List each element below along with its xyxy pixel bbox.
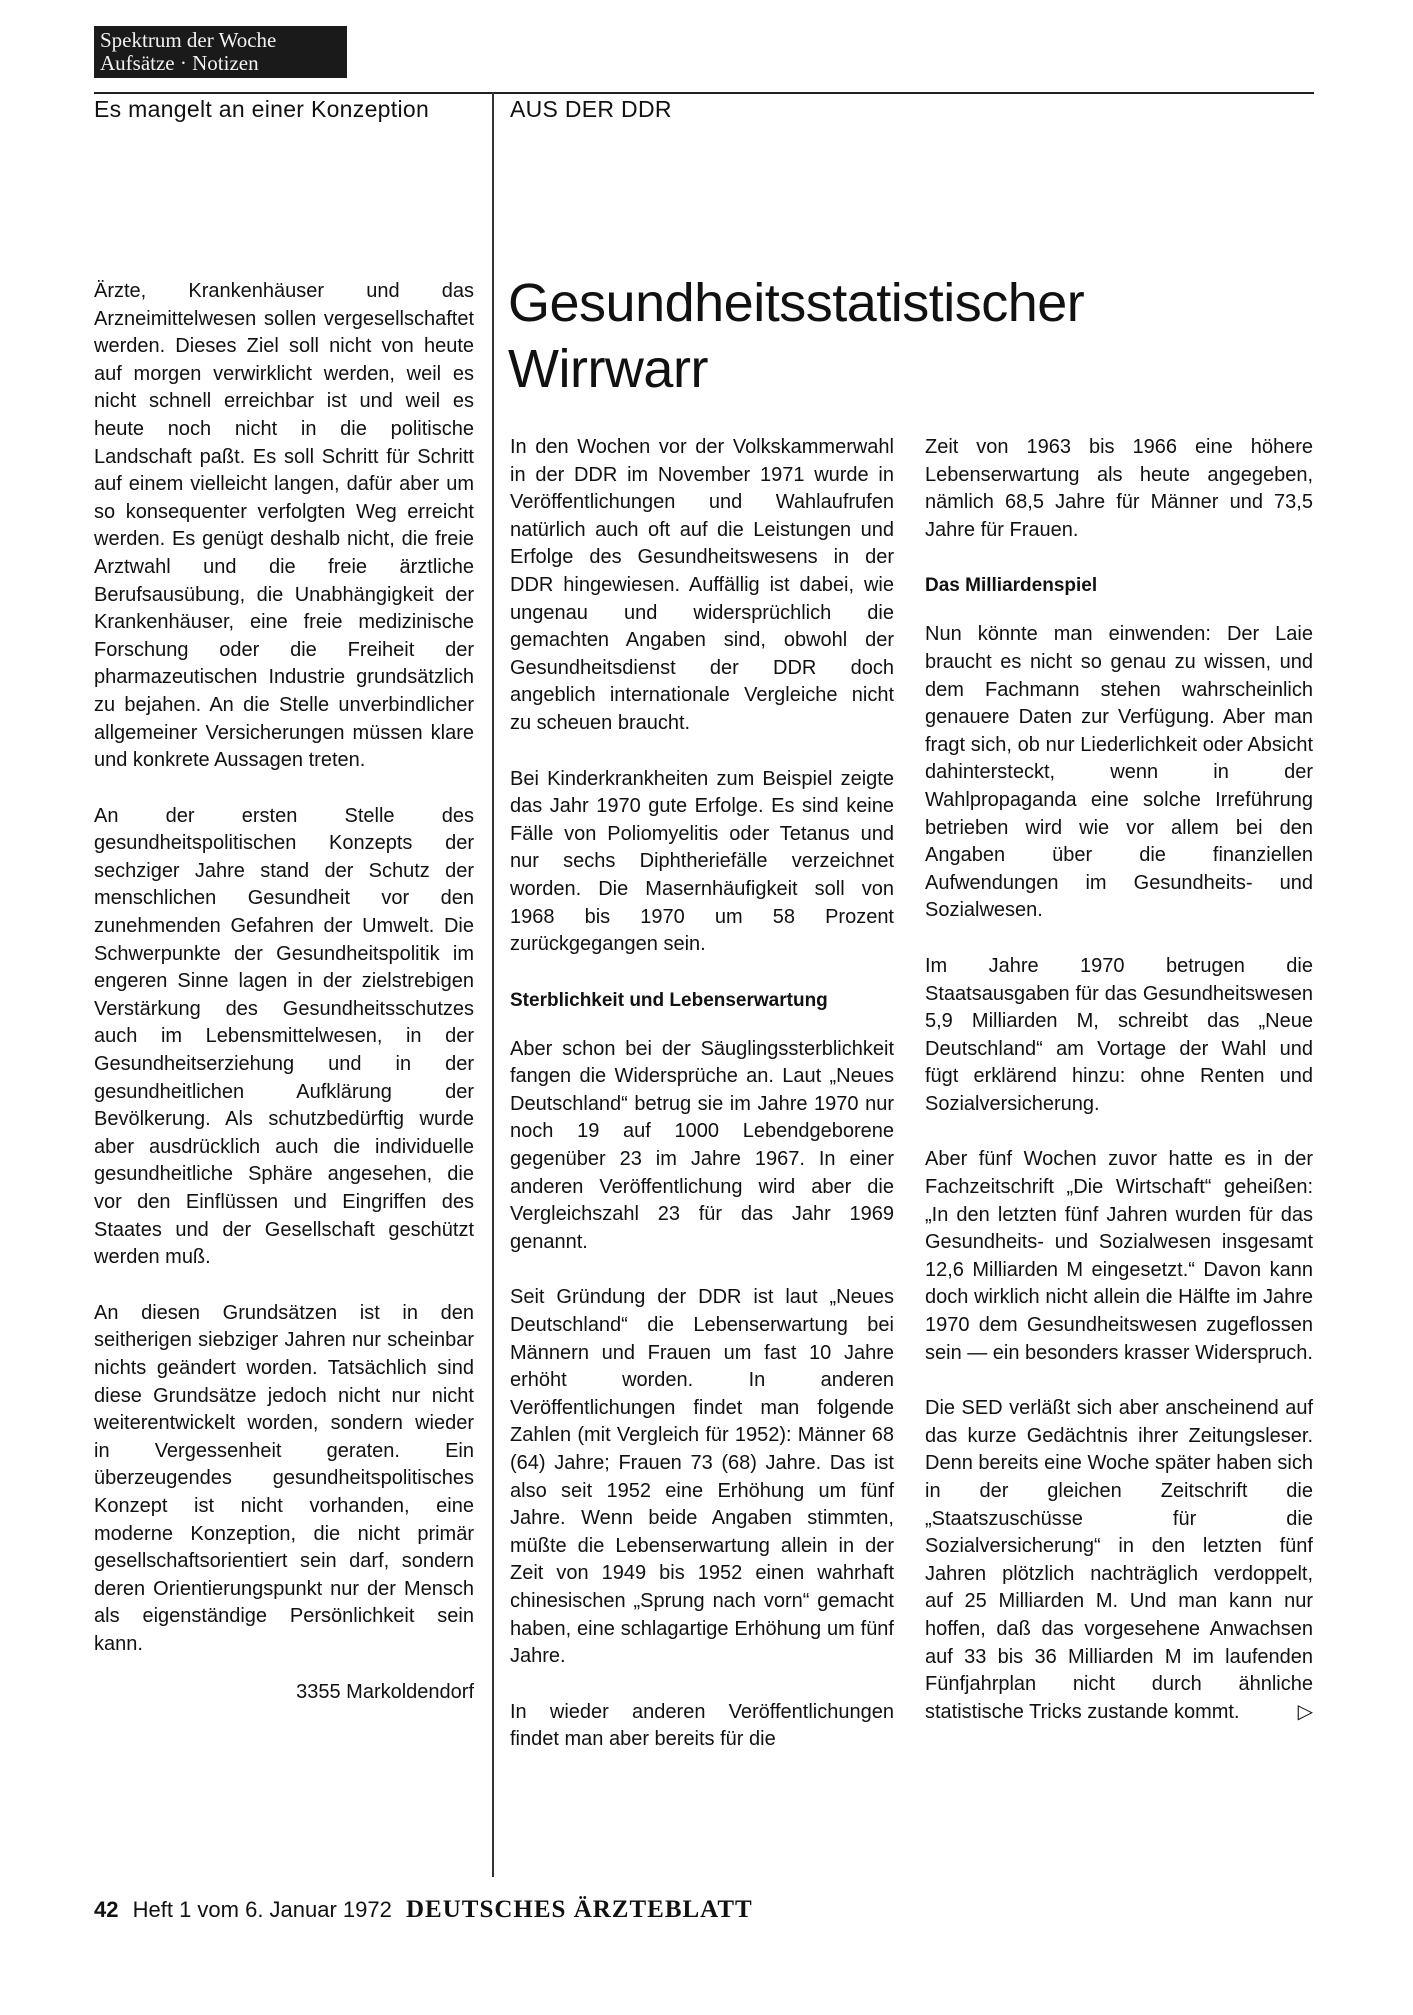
paragraph: Ärzte, Krankenhäuser und das Arzneimittelwesen sollen vergesellschaftet werden. Dieses Ziel soll nicht von heute auf morgen verwirklicht werden, weil es nicht schnell erreichbar ist und weil es heute noch nicht in die politische Landschaft paßt. Es soll Schritt für Schritt auf einem vielleicht langen, dafür aber um so konsequenter verfolgten Weg erreicht werden. Es genügt deshalb nicht, die freie Arztwahl und die freie ärztliche Berufsausübung, die Unabhängigkeit der Krankenhäuser, eine freie medizinische Forschung oder die Freiheit der pharmazeutischen Industrie grundsätzlich zu bejahen. An die Stelle unverbindlicher allgemeiner Versicherungen müssen klare und konkrete Aussagen treten. (94, 280, 474, 772)
left-column (94, 278, 474, 1706)
left-section-title: Es mangelt an einer Konzeption (94, 96, 430, 122)
right-column (925, 434, 1313, 1754)
page-footer (94, 1896, 753, 1924)
right-section-title: AUS DER DDR (510, 96, 672, 122)
top-rule (94, 92, 1314, 94)
paragraph: An der ersten Stelle des gesundheitspolitischen Konzepts der sechziger Jahre stand der Schutz der menschlichen Gesundheit vor den zunehmenden Gefahren der Umwelt. Die Schwerpunkte der Gesundheitspolitik im engeren Sinne lagen in der zielstrebigen Verstärkung des Gesundheitsschutzes auch im Lebensmittelwesen, in der Gesundheitserziehung und in der gesundheitlichen Aufklärung der Bevölkerung. Als schutzbedürftig wurde aber ausdrücklich auch die individuelle gesundheitliche Sphäre angesehen, die vor den Einflüssen und Eingriffen des Staates und der Gesellschaft geschützt werden muß. (94, 804, 474, 1269)
page-number: 42 (94, 1897, 119, 1922)
badge-line-2: Aufsätze · Notizen (100, 51, 259, 75)
publication-name: DEUTSCHES ÄRZTEBLATT (406, 1896, 753, 1923)
badge-line-1: Spektrum der Woche (100, 28, 277, 52)
paragraph: In wieder anderen Veröffentlichungen findet man aber bereits für die (510, 1700, 894, 1751)
paragraph: Im Jahre 1970 betrugen die Staatsausgaben für das Gesundheitswesen 5,9 Milliarden M, schreibt das „Neue Deutschland“ am Vortage der Wahl und fügt erklärend hinzu: ohne Renten und Sozialversicherung. (925, 954, 1313, 1115)
column-divider (492, 92, 494, 1877)
paragraph: In den Wochen vor der Volkskammerwahl in der DDR im November 1971 wurde in Veröffentlichungen und Wahlaufrufen natürlich auch oft auf die Leistungen und Erfolge des Gesundheitswesens in der DDR hingewiesen. Auffällig ist dabei, wie ungenau und widersprüchlich die gemachten Angaben sind, obwohl der Gesundheitsdienst der DDR doch angeblich internationale Vergleiche nicht zu scheuen braucht. (510, 436, 894, 734)
paragraph: Zeit von 1963 bis 1966 eine höhere Lebenserwartung als heute angegeben, nämlich 68,5 Jahre für Männer und 73,5 Jahre für Frauen. (925, 436, 1313, 541)
headline-line-1: Gesundheitsstatistischer (508, 273, 1085, 333)
paragraph: Nun könnte man einwenden: Der Laie braucht es nicht so genau zu wissen, und dem Fachmann stehen wahrscheinlich genauere Daten zur Verfügung. Aber man fragt sich, ob nur Liederlichkeit oder Absicht dahintersteckt, wenn in der Wahlpropaganda eine solche Irreführung betrieben wird wie vor allem bei den Angaben über die finanziellen Aufwendungen im Gesundheits- und Sozialwesen. (925, 623, 1313, 922)
subheading-billions: Das Milliardenspiel (925, 575, 1098, 597)
paragraph: An diesen Grundsätzen ist in den seitherigen siebziger Jahren nur scheinbar nichts geändert worden. Tatsächlich sind diese Grundsätze jedoch nicht nur nicht weiterentwickelt worden, sondern wieder in Vergessenheit geraten. Ein überzeugendes gesundheitspolitisches Konzept ist nicht vorhanden, eine moderne Konzeption, die nicht primär gesellschaftsorientiert sein darf, sondern deren Orientierungspunkt nur der Mensch als eigenständige Persönlichkeit sein kann. (94, 1301, 474, 1655)
paragraph: Aber schon bei der Säuglingssterblichkeit fangen die Widersprüche an. Laut „Neues Deutschland“ betrug sie im Jahre 1970 nur noch 19 auf 1000 Lebendgeborene gegenüber 23 im Jahre 1967. In einer anderen Veröffentlichung wird aber die Vergleichszahl 23 für das Jahr 1969 genannt. (510, 1037, 894, 1253)
continue-arrow-icon: ▷ (1297, 1700, 1313, 1723)
paragraph: Bei Kinderkrankheiten zum Beispiel zeigte das Jahr 1970 gute Erfolge. Es sind keine Fälle von Poliomyelitis oder Tetanus und nur sechs Diphtheriefälle verzeichnet worden. Die Masernhäufigkeit soll von 1968 bis 1970 um 58 Prozent zurückgegangen sein. (510, 767, 894, 956)
section-badge (94, 26, 347, 78)
article-headline (508, 270, 1208, 402)
paragraph: Seit Gründung der DDR ist laut „Neues Deutschland“ die Lebenserwartung bei Männern und Frauen um fast 10 Jahre erhöht worden. In anderen Veröffentlichungen findet man folgende Zahlen (mit Vergleich für 1952): Männer 68 (64) Jahre; Frauen 73 (68) Jahre. Das ist also seit 1952 eine Erhöhung um fünf Jahre. Wenn beide Angaben stimmten, müßte die Lebenserwartung allein in der Zeit von 1949 bis 1952 einen wahrhaft chinesischen „Sprung nach vorn“ gemacht haben, eine schlagartige Erhöhung um fünf Jahre. (510, 1286, 894, 1668)
issue-info: Heft 1 vom 6. Januar 1972 (132, 1897, 392, 1922)
headline-line-2: Wirrwarr (508, 339, 708, 399)
author-location: 3355 Markoldendorf (296, 1680, 474, 1703)
subheading-mortality: Sterblichkeit und Lebenserwartung (510, 989, 828, 1011)
paragraph-text: Die SED verläßt sich aber anscheinend auf das kurze Gedächtnis ihrer Zeitungsleser. Denn bereits eine Woche später haben sich in der gleichen Zeitschrift die „Staatszuschüsse für die Sozialversicherung“ in den letzten fünf Jahren plötzlich nachträglich verdoppelt, auf 25 Milliarden M. Und man kann nur hoffen, daß das vorgesehene Anwachsen auf 33 bis 36 Milliarden M im laufenden Fünfjahrplan nicht durch ähnliche statistische Tricks zustande kommt. (925, 1397, 1313, 1723)
paragraph-last (925, 1395, 1313, 1726)
paragraph: Aber fünf Wochen zuvor hatte es in der Fachzeitschrift „Die Wirtschaft“ geheißen: „In den letzten fünf Jahren wurden für das Gesundheits- und Sozialwesen insgesamt 12,6 Milliarden M eingesetzt.“ Davon kann doch wirklich nicht allein die Hälfte im Jahre 1970 dem Gesundheitswesen zugeflossen sein — ein besonders krasser Widerspruch. (925, 1148, 1313, 1364)
middle-column (510, 434, 894, 1782)
